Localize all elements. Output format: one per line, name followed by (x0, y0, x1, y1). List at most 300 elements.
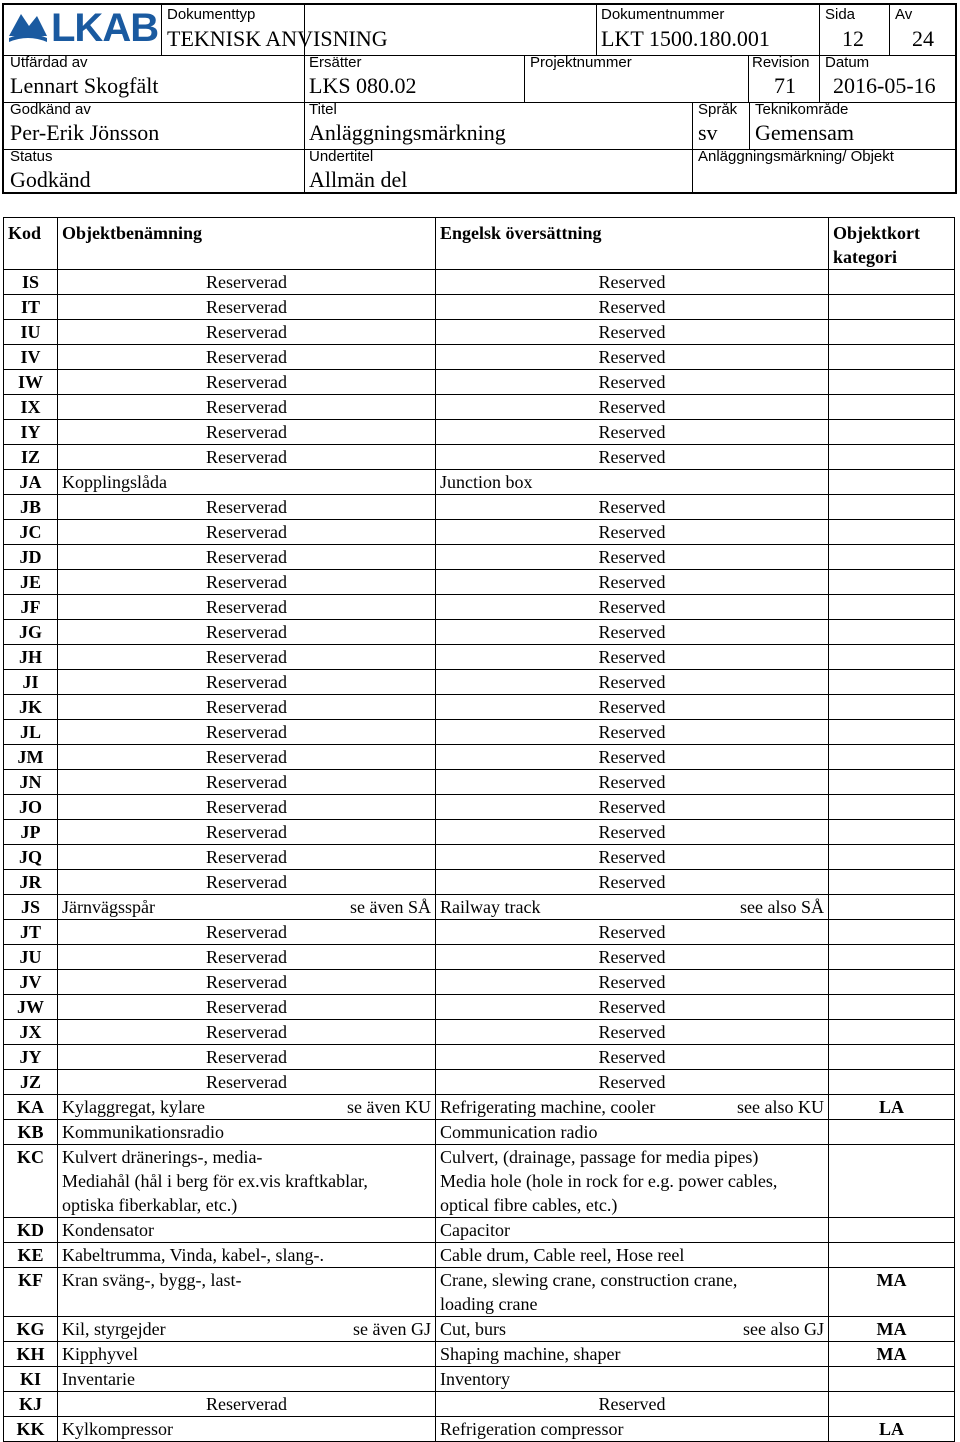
row-name-text: Reserverad (206, 597, 287, 617)
row-english-text: Reserved (598, 647, 666, 667)
row-name (58, 1218, 436, 1243)
row-name (58, 320, 436, 345)
approved-by: Per-Erik Jönsson (10, 120, 160, 145)
table-row (4, 945, 955, 970)
row-name (58, 620, 436, 645)
row-name (58, 1243, 436, 1268)
row-english (436, 970, 829, 995)
row-english-text: Reserved (598, 847, 666, 867)
row-english (436, 570, 829, 595)
row-english (436, 670, 829, 695)
row-english-text: Reserved (598, 822, 666, 842)
row-english-text: Shaping machine, shaper (440, 1344, 621, 1364)
row-name (58, 1020, 436, 1045)
row-name (58, 745, 436, 770)
row-name (58, 270, 436, 295)
table-row (4, 520, 955, 545)
table-row (4, 1045, 955, 1070)
row-code: JU (4, 945, 58, 970)
row-name-text: Reserverad (206, 1072, 287, 1092)
table-row (4, 1218, 955, 1243)
row-name (58, 1070, 436, 1095)
doc-title: Anläggningsmärkning (309, 120, 506, 145)
table-row (4, 1392, 955, 1417)
row-category (829, 770, 955, 795)
row-code: JP (4, 820, 58, 845)
revision: 71 (774, 73, 796, 98)
table-row (4, 420, 955, 445)
row-code: KE (4, 1243, 58, 1268)
row-english-text: Reserved (598, 597, 666, 617)
table-row (4, 1095, 955, 1120)
table-row (4, 1070, 955, 1095)
date: 2016-05-16 (833, 73, 936, 98)
row-name (58, 395, 436, 420)
row-english-text: Reserved (598, 872, 666, 892)
row-english (436, 845, 829, 870)
row-name-text: Reserverad (206, 547, 287, 567)
date-label: Datum (825, 54, 870, 71)
row-name (58, 945, 436, 970)
row-english (436, 870, 829, 895)
row-name-see-also: se även KU (347, 1097, 431, 1117)
row-english-text: Reserved (598, 997, 666, 1017)
row-english-text: Reserved (598, 1022, 666, 1042)
row-name-text: Reserverad (206, 622, 287, 642)
row-name (58, 295, 436, 320)
row-category (829, 370, 955, 395)
row-code: JD (4, 545, 58, 570)
replaces: LKS 080.02 (309, 73, 417, 98)
status: Godkänd (10, 167, 91, 192)
row-name-text: Reserverad (206, 747, 287, 767)
col-header-category: Objektkort kategori (829, 218, 955, 270)
row-code: JR (4, 870, 58, 895)
row-english (436, 770, 829, 795)
table-row (4, 595, 955, 620)
row-category (829, 495, 955, 520)
row-english (436, 1020, 829, 1045)
row-code: JO (4, 795, 58, 820)
row-name (58, 820, 436, 845)
row-english-text: Reserved (598, 972, 666, 992)
row-english-text: Crane, slewing crane, construction crane, loading crane (440, 1270, 738, 1314)
area: Gemensam (755, 120, 854, 145)
row-code: JL (4, 720, 58, 745)
row-name (58, 1120, 436, 1145)
doc-number-label: Dokumentnummer (601, 6, 725, 23)
row-code: KA (4, 1095, 58, 1120)
row-category (829, 995, 955, 1020)
row-code: JB (4, 495, 58, 520)
row-category (829, 545, 955, 570)
table-row (4, 345, 955, 370)
table-row (4, 645, 955, 670)
row-name (58, 970, 436, 995)
page-count-label: Av (895, 6, 913, 23)
row-category (829, 920, 955, 945)
area-label: Teknikområde (755, 101, 849, 118)
col-header-name: Objektbenämning (58, 218, 436, 270)
row-name (58, 1342, 436, 1367)
row-code: JH (4, 645, 58, 670)
row-english (436, 1417, 829, 1442)
table-row (4, 320, 955, 345)
row-english-text: Reserved (598, 1072, 666, 1092)
row-english (436, 420, 829, 445)
row-name (58, 1392, 436, 1417)
row-english-text: Reserved (598, 422, 666, 442)
row-name (58, 1095, 436, 1120)
row-name (58, 995, 436, 1020)
row-name-see-also: se även SÅ (350, 897, 431, 917)
row-name-text: Järnvägsspår (62, 897, 155, 917)
row-code: KC (4, 1145, 58, 1218)
row-english-text: Reserved (598, 1047, 666, 1067)
row-english-text: Reserved (598, 547, 666, 567)
row-english (436, 395, 829, 420)
table-row (4, 745, 955, 770)
issued-by-label: Utfärdad av (10, 54, 88, 71)
approved-by-label: Godkänd av (10, 101, 91, 118)
row-category (829, 1045, 955, 1070)
row-english-text: Railway track (440, 897, 541, 917)
row-english (436, 1095, 829, 1120)
row-english-text: Reserved (598, 772, 666, 792)
row-name (58, 720, 436, 745)
row-english-text: Reserved (598, 722, 666, 742)
table-row (4, 1367, 955, 1392)
row-english (436, 345, 829, 370)
row-name-text: Reserverad (206, 772, 287, 792)
row-english-text: Reserved (598, 322, 666, 342)
table-row (4, 445, 955, 470)
row-category (829, 745, 955, 770)
row-name-text: Reserverad (206, 797, 287, 817)
row-english-text: Culvert, (drainage, passage for media pipes) Media hole (hole in rock for e.g. power cables, optical fibre cables, etc.) (440, 1147, 778, 1215)
row-code: KF (4, 1268, 58, 1317)
table-row (4, 895, 955, 920)
row-name (58, 870, 436, 895)
logo-text: LKAB (51, 6, 159, 50)
row-name-text: Reserverad (206, 922, 287, 942)
row-category (829, 345, 955, 370)
table-row (4, 1317, 955, 1342)
row-english-text: Capacitor (440, 1220, 510, 1240)
row-english-see-also: see also KU (737, 1097, 824, 1117)
table-row (4, 695, 955, 720)
row-code: JI (4, 670, 58, 695)
row-english (436, 1045, 829, 1070)
row-category (829, 970, 955, 995)
row-english (436, 1070, 829, 1095)
row-category (829, 595, 955, 620)
row-english (436, 1317, 829, 1342)
row-english-text: Refrigeration compressor (440, 1419, 624, 1439)
row-name (58, 770, 436, 795)
row-name (58, 595, 436, 620)
row-english-text: Reserved (598, 947, 666, 967)
table-row (4, 1342, 955, 1367)
table-row (4, 1417, 955, 1442)
row-code: JN (4, 770, 58, 795)
row-category: MA (829, 1268, 955, 1317)
row-name-text: Inventarie (62, 1369, 135, 1389)
row-category (829, 1070, 955, 1095)
row-category (829, 1243, 955, 1268)
row-name (58, 795, 436, 820)
row-code: KH (4, 1342, 58, 1367)
table-row (4, 670, 955, 695)
row-code: JK (4, 695, 58, 720)
table-row (4, 970, 955, 995)
row-name-text: Reserverad (206, 647, 287, 667)
row-english (436, 1367, 829, 1392)
issued-by: Lennart Skogfält (10, 73, 159, 98)
row-code: JE (4, 570, 58, 595)
table-row (4, 820, 955, 845)
table-row (4, 570, 955, 595)
row-category (829, 820, 955, 845)
row-code: KB (4, 1120, 58, 1145)
row-name-text: Reserverad (206, 997, 287, 1017)
row-english (436, 1120, 829, 1145)
row-name (58, 1367, 436, 1392)
row-code: JG (4, 620, 58, 645)
row-code: KI (4, 1367, 58, 1392)
row-name (58, 920, 436, 945)
row-english-text: Reserved (598, 497, 666, 517)
row-name-text: Reserverad (206, 497, 287, 517)
row-english-text: Cut, burs (440, 1319, 507, 1339)
row-english (436, 795, 829, 820)
row-category (829, 1120, 955, 1145)
row-category (829, 845, 955, 870)
row-name-text: Reserverad (206, 372, 287, 392)
row-english (436, 1392, 829, 1417)
table-row (4, 545, 955, 570)
row-english (436, 595, 829, 620)
table-row (4, 995, 955, 1020)
table-row (4, 370, 955, 395)
row-code: IY (4, 420, 58, 445)
row-name (58, 470, 436, 495)
row-english (436, 370, 829, 395)
row-name-text: Reserverad (206, 1394, 287, 1414)
row-code: JA (4, 470, 58, 495)
row-category (829, 445, 955, 470)
area-subtitle: Anläggningsmärkning/ Objekt (698, 148, 894, 165)
table-row (4, 1120, 955, 1145)
page-count: 24 (912, 26, 934, 51)
page-label: Sida (825, 6, 856, 23)
row-name-text: Reserverad (206, 697, 287, 717)
row-category (829, 1367, 955, 1392)
row-category (829, 620, 955, 645)
row-category (829, 945, 955, 970)
row-english (436, 945, 829, 970)
row-category (829, 320, 955, 345)
row-name-text: Reserverad (206, 422, 287, 442)
language: sv (698, 120, 718, 145)
row-name-text: Reserverad (206, 847, 287, 867)
table-row (4, 270, 955, 295)
row-code: JC (4, 520, 58, 545)
row-english-text: Reserved (598, 672, 666, 692)
row-category (829, 1392, 955, 1417)
row-code: IS (4, 270, 58, 295)
row-name-text: Kylkompressor (62, 1419, 173, 1439)
row-code: JX (4, 1020, 58, 1045)
document-header (2, 3, 957, 194)
table-row (4, 295, 955, 320)
row-name (58, 695, 436, 720)
row-code: IW (4, 370, 58, 395)
row-english-see-also: see also SÅ (740, 897, 824, 917)
row-english-text: Reserved (598, 622, 666, 642)
row-english-text: Reserved (598, 922, 666, 942)
row-name-text: Kipphyvel (62, 1344, 138, 1364)
row-english-text: Reserved (598, 797, 666, 817)
row-name-text: Kopplingslåda (62, 472, 167, 492)
row-english-see-also: see also GJ (743, 1319, 824, 1339)
row-code: KD (4, 1218, 58, 1243)
row-english-text: Inventory (440, 1369, 510, 1389)
row-code: IX (4, 395, 58, 420)
row-name-text: Kil, styrgejder (62, 1319, 166, 1339)
row-name-text: Reserverad (206, 322, 287, 342)
subtitle-label: Undertitel (309, 148, 374, 165)
row-name-text: Reserverad (206, 722, 287, 742)
row-category (829, 695, 955, 720)
row-english (436, 895, 829, 920)
row-name (58, 545, 436, 570)
row-name-text: Reserverad (206, 572, 287, 592)
row-category: LA (829, 1095, 955, 1120)
row-name (58, 520, 436, 545)
revision-label: Revision (752, 54, 810, 71)
row-category (829, 570, 955, 595)
row-english (436, 820, 829, 845)
row-english-text: Reserved (598, 522, 666, 542)
row-english-text: Reserved (598, 697, 666, 717)
row-name-text: Reserverad (206, 872, 287, 892)
row-category (829, 895, 955, 920)
row-english (436, 695, 829, 720)
row-code: JT (4, 920, 58, 945)
row-code: JM (4, 745, 58, 770)
row-code: JF (4, 595, 58, 620)
col-header-code: Kod (4, 218, 58, 270)
row-category: LA (829, 1417, 955, 1442)
language-label: Språk (698, 101, 738, 118)
row-english (436, 645, 829, 670)
row-name-text: Kondensator (62, 1220, 154, 1240)
row-name-text: Reserverad (206, 972, 287, 992)
row-code: KK (4, 1417, 58, 1442)
row-code: KJ (4, 1392, 58, 1417)
row-category (829, 420, 955, 445)
row-name-text: Reserverad (206, 947, 287, 967)
row-category (829, 1145, 955, 1218)
row-name-text: Kabeltrumma, Vinda, kabel-, slang-. (62, 1245, 325, 1265)
row-english (436, 445, 829, 470)
row-english (436, 320, 829, 345)
table-row (4, 1268, 955, 1317)
row-english (436, 620, 829, 645)
table-row (4, 845, 955, 870)
row-english-text: Reserved (598, 747, 666, 767)
doc-type-label: Dokumenttyp (167, 6, 256, 23)
row-english-text: Junction box (440, 472, 533, 492)
row-english (436, 1342, 829, 1367)
row-english-text: Reserved (598, 572, 666, 592)
row-english (436, 270, 829, 295)
row-name-text: Kran sväng-, bygg-, last- (62, 1270, 242, 1290)
row-name (58, 345, 436, 370)
row-english-text: Refrigerating machine, cooler (440, 1097, 656, 1117)
row-category (829, 270, 955, 295)
row-name (58, 1145, 436, 1218)
row-category (829, 670, 955, 695)
row-name-text: Kulvert dränerings-, media- Mediahål (hål i berg för ex.vis kraftkablar, optiska fiberkablar, etc.) (62, 1147, 368, 1215)
table-header-row (4, 218, 955, 270)
row-name (58, 570, 436, 595)
row-code: IV (4, 345, 58, 370)
project-label: Projektnummer (530, 54, 632, 71)
row-name (58, 845, 436, 870)
doc-number: LKT 1500.180.001 (601, 26, 770, 51)
table-row (4, 920, 955, 945)
status-label: Status (10, 148, 53, 165)
row-english (436, 495, 829, 520)
row-english-text: Reserved (598, 1394, 666, 1414)
row-name-text: Reserverad (206, 397, 287, 417)
row-name (58, 895, 436, 920)
row-english (436, 520, 829, 545)
row-english (436, 470, 829, 495)
row-code: IU (4, 320, 58, 345)
row-name (58, 445, 436, 470)
row-category (829, 470, 955, 495)
row-english (436, 1243, 829, 1268)
row-name-text: Reserverad (206, 672, 287, 692)
row-english (436, 1268, 829, 1317)
row-name (58, 1417, 436, 1442)
table-row (4, 770, 955, 795)
object-code-table (3, 217, 955, 1442)
row-english-text: Reserved (598, 272, 666, 292)
table-row (4, 395, 955, 420)
row-name-text: Reserverad (206, 447, 287, 467)
row-english-text: Reserved (598, 372, 666, 392)
subtitle: Allmän del (309, 167, 408, 192)
row-name-text: Reserverad (206, 297, 287, 317)
col-header-english: Engelsk översättning (436, 218, 829, 270)
title-label: Titel (309, 101, 337, 118)
row-code: IZ (4, 445, 58, 470)
row-name-see-also: se även GJ (353, 1319, 431, 1339)
table-row (4, 620, 955, 645)
row-code: JY (4, 1045, 58, 1070)
row-name-text: Reserverad (206, 822, 287, 842)
row-category: MA (829, 1317, 955, 1342)
row-name (58, 1045, 436, 1070)
row-english (436, 545, 829, 570)
row-category (829, 645, 955, 670)
row-english (436, 995, 829, 1020)
row-code: KG (4, 1317, 58, 1342)
